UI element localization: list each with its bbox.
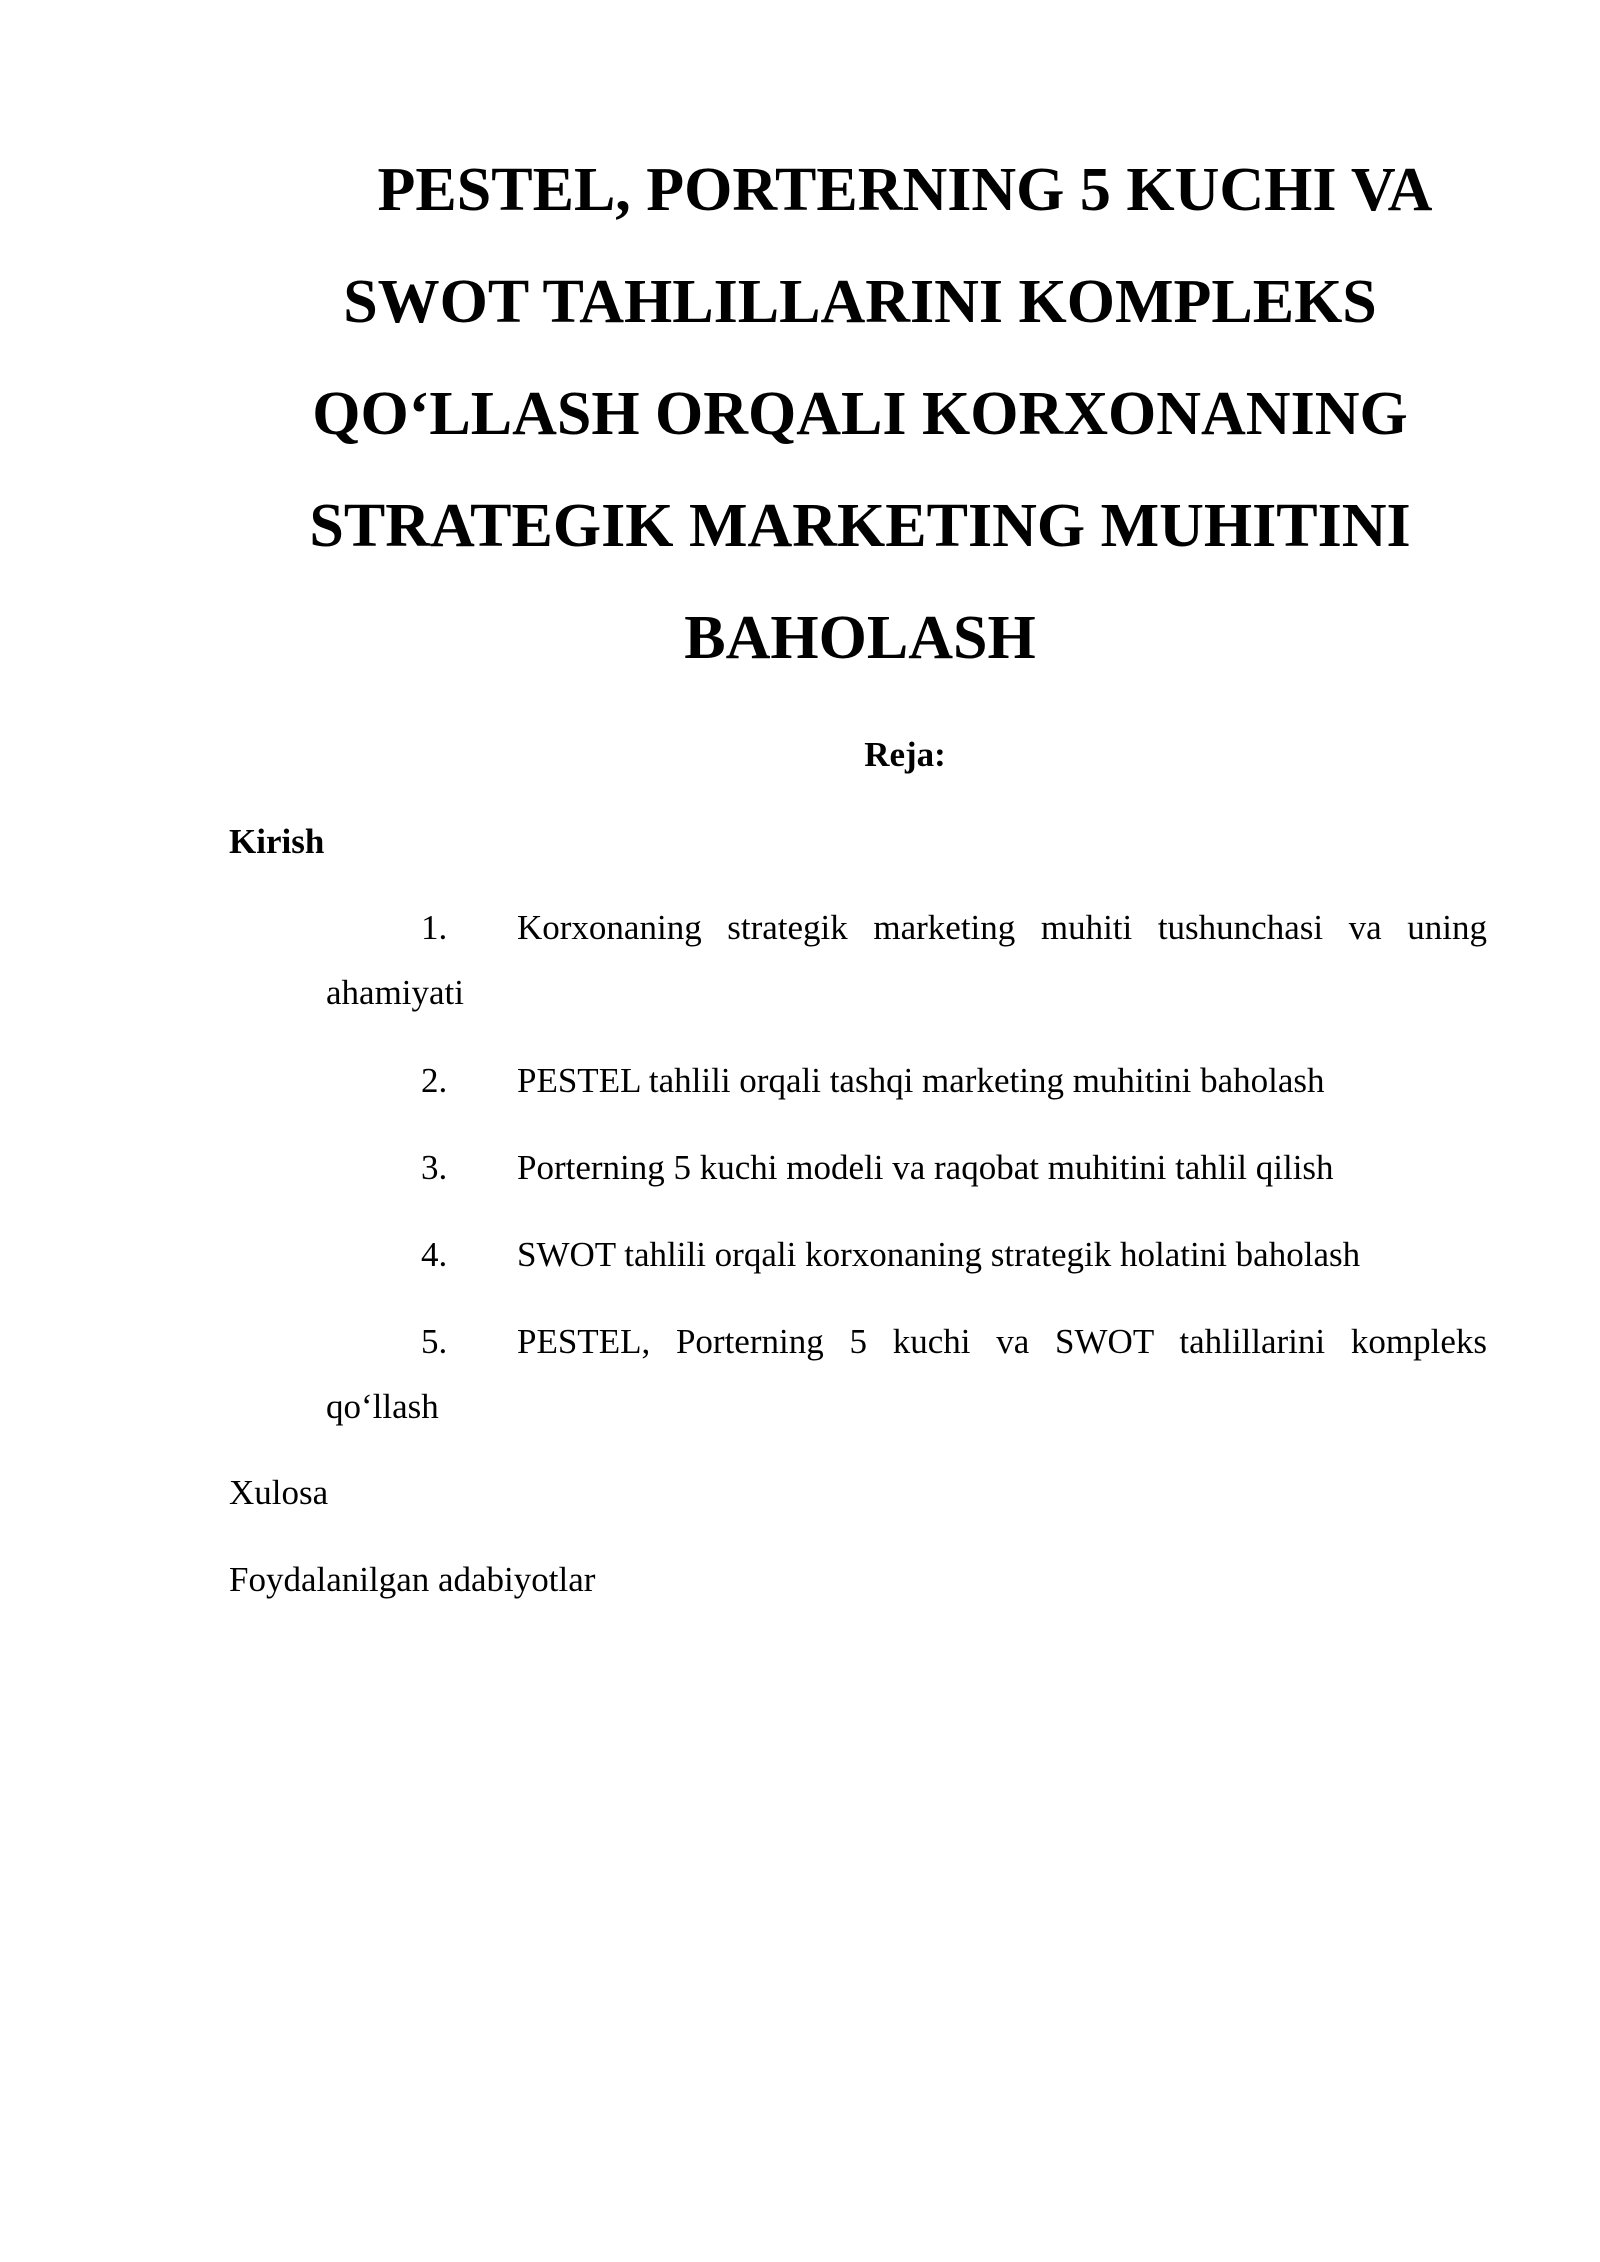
plan-item-text: SWOT tahlili orqali korxonaning strategik holatini baholash bbox=[517, 1235, 1361, 1274]
conclusion-heading: Xulosa bbox=[229, 1473, 329, 1512]
intro-heading: Kirish bbox=[229, 822, 325, 861]
plan-item-text: Porterning 5 kuchi modeli va raqobat muhitini tahlil qilish bbox=[517, 1148, 1334, 1187]
plan-item-number: 5. bbox=[421, 1322, 448, 1361]
plan-item-continuation: ahamiyati bbox=[326, 973, 465, 1012]
title-line-3: QO‘LLASH ORQALI KORXONANING bbox=[312, 380, 1408, 448]
plan-item-text: PESTEL, Porterning 5 kuchi va SWOT tahlillarini kompleks bbox=[517, 1322, 1487, 1361]
plan-item-text: Korxonaning strategik marketing muhiti tushunchasi va uning bbox=[517, 908, 1487, 947]
title-line-5: BAHOLASH bbox=[684, 604, 1036, 672]
title-line-1: PESTEL, PORTERNING 5 KUCHI VA bbox=[377, 156, 1433, 224]
document-title bbox=[230, 134, 1490, 694]
title-line-4: STRATEGIK MARKETING MUHITINI bbox=[309, 492, 1411, 560]
plan-item-number: 4. bbox=[421, 1235, 448, 1274]
plan-item-number: 3. bbox=[421, 1148, 448, 1187]
plan-item-number: 2. bbox=[421, 1061, 448, 1100]
plan-item-continuation: qo‘llash bbox=[326, 1387, 439, 1426]
plan-item-3 bbox=[229, 1135, 1487, 1200]
title-line-2: SWOT TAHLILLARINI KOMPLEKS bbox=[343, 268, 1377, 336]
plan-item-5 bbox=[229, 1309, 1487, 1439]
plan-item-text: PESTEL tahlili orqali tashqi marketing muhitini baholash bbox=[517, 1061, 1325, 1100]
plan-item-2 bbox=[229, 1048, 1487, 1113]
references-heading: Foydalanilgan adabiyotlar bbox=[229, 1560, 596, 1599]
plan-item-first-line bbox=[229, 895, 1487, 960]
plan-item-number: 1. bbox=[421, 908, 448, 947]
plan-item-4 bbox=[229, 1222, 1487, 1287]
plan-heading: Reja: bbox=[864, 735, 946, 774]
plan-item-1 bbox=[229, 895, 1487, 1025]
plan-item-first-line bbox=[229, 1309, 1487, 1374]
